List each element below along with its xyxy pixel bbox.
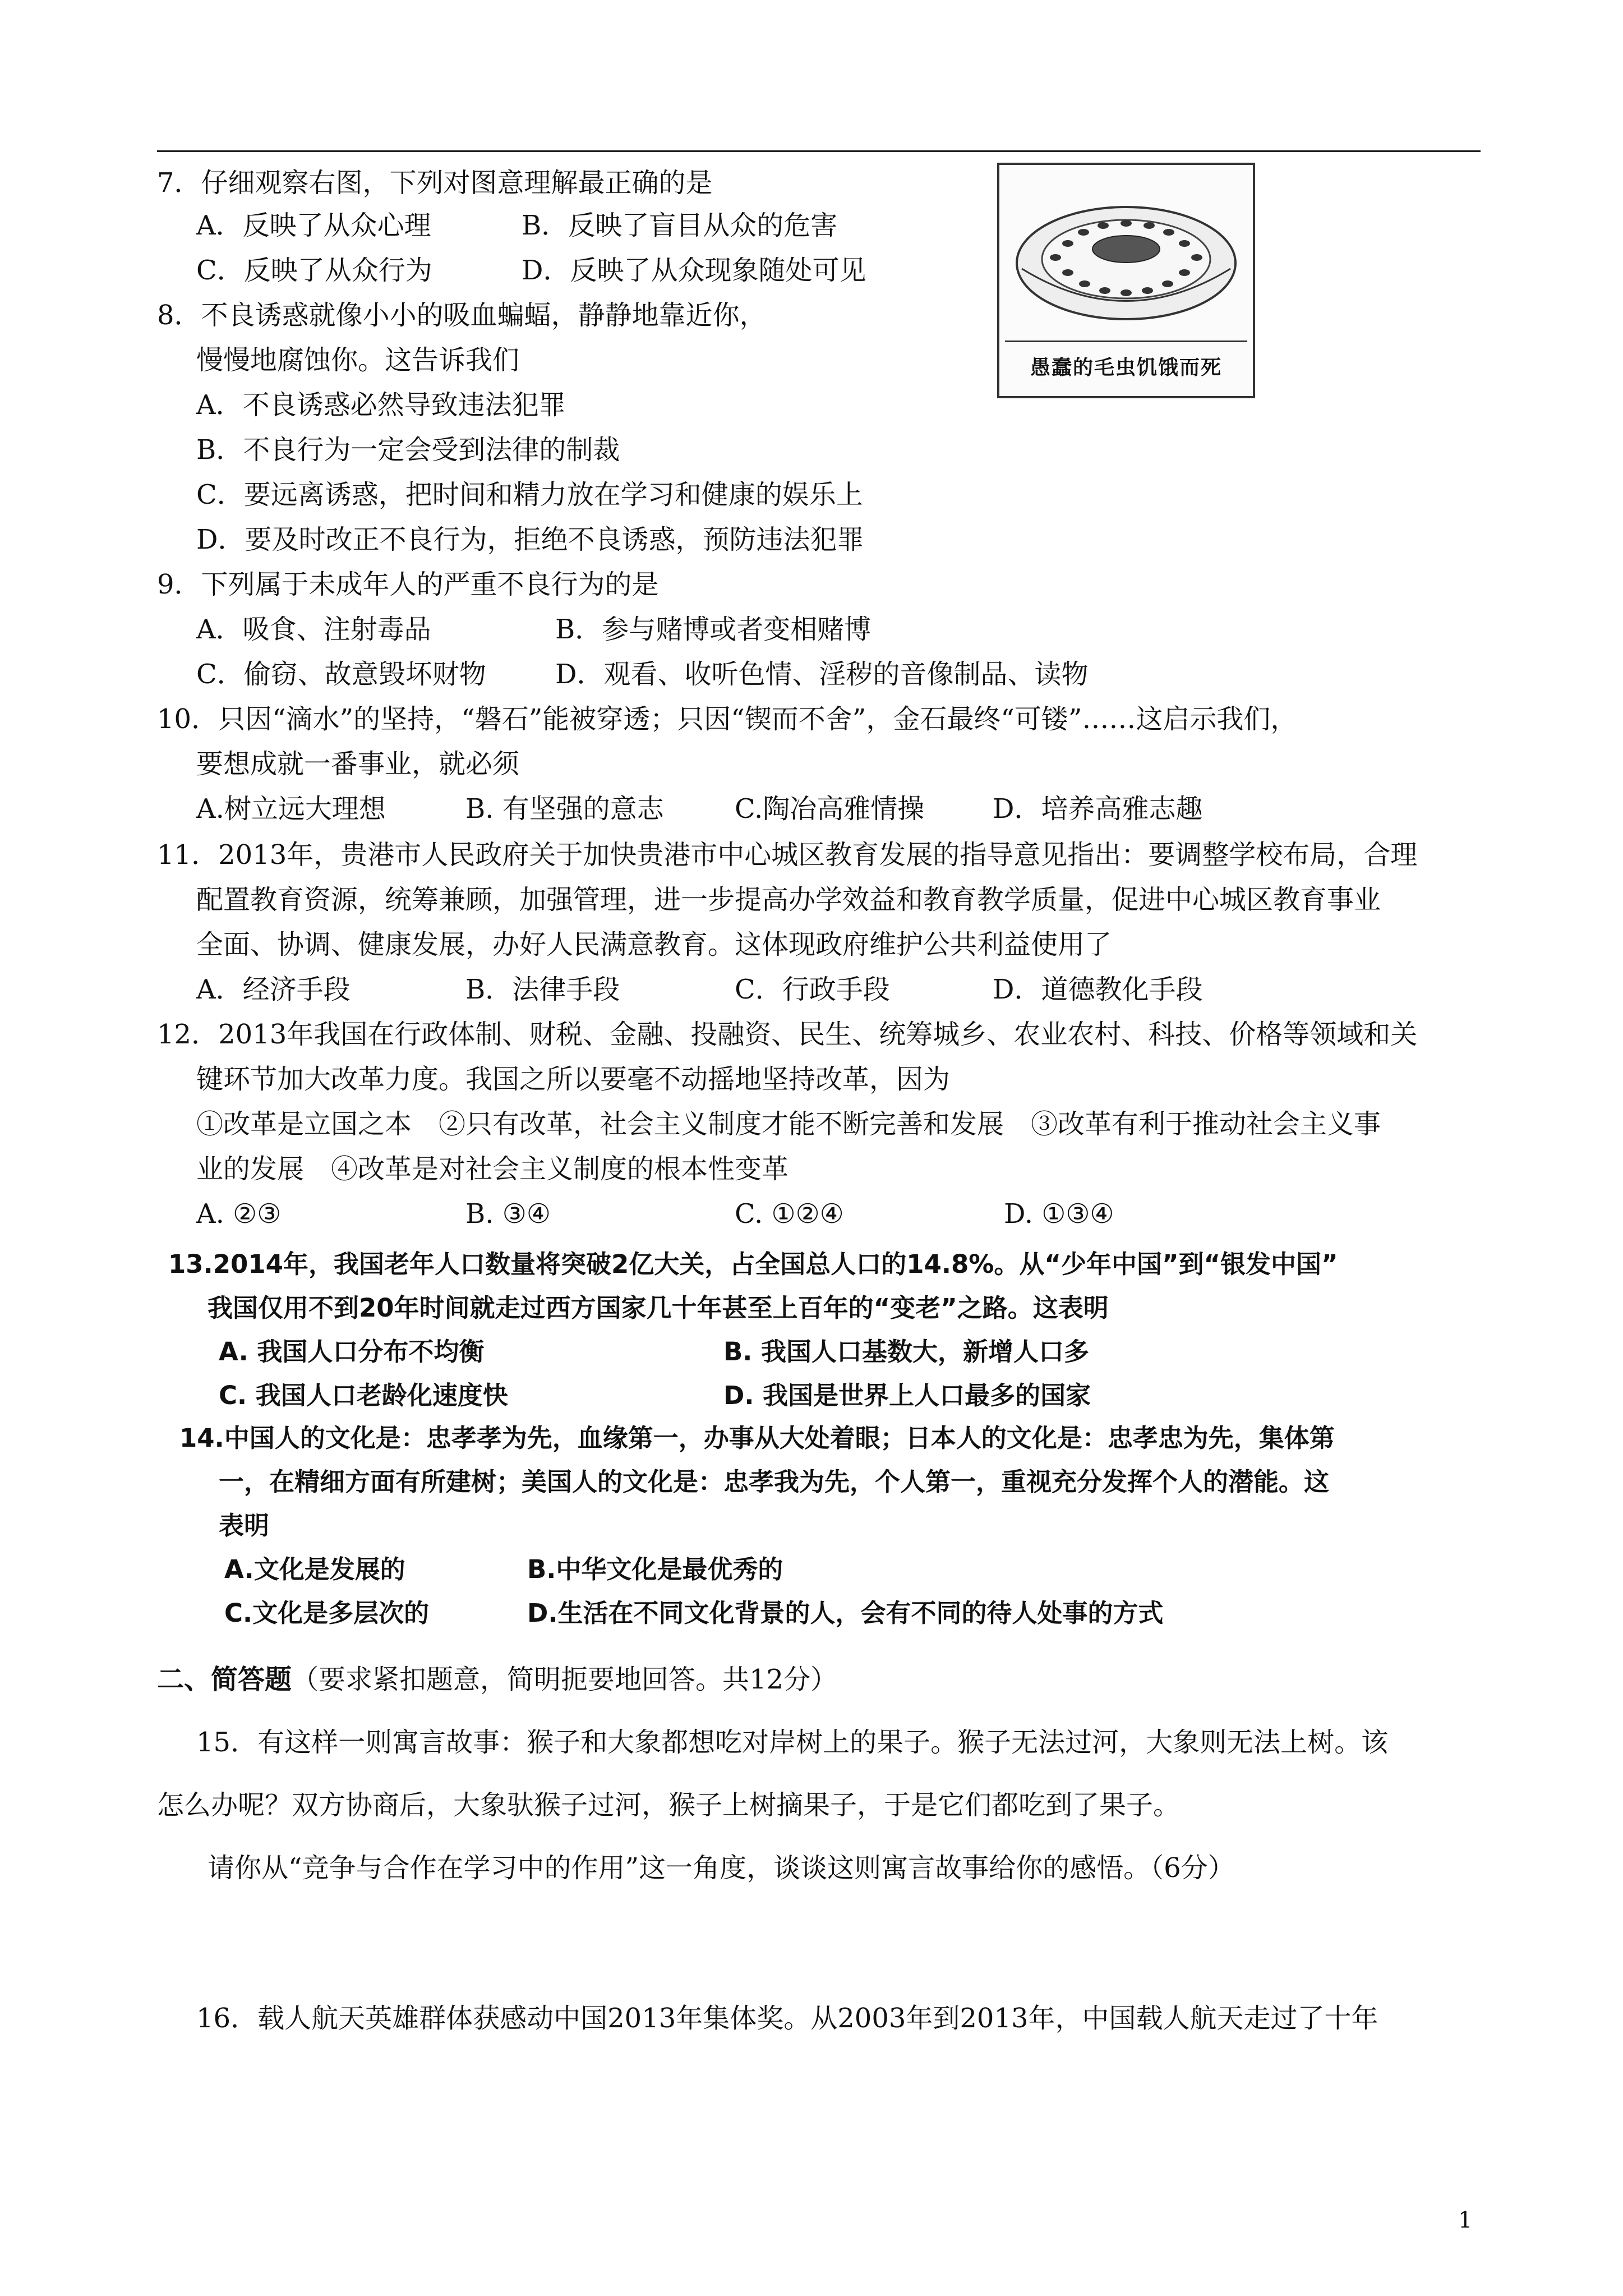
q9-option-a: A．吸食、注射毒品 [196, 614, 431, 645]
q16-line1: 16．载人航天英雄群体获感动中国2013年集体奖。从2003年到2013年，中国载人航天走过了十年 [196, 2003, 1378, 2034]
q13-option-a: A. 我国人口分布不均衡 [219, 1337, 485, 1366]
q14-option-c: C.文化是多层次的 [224, 1598, 430, 1628]
q10-option-b: B. 有坚强的意志 [465, 793, 664, 825]
q7-option-d: D．反映了从众现象随处可见 [522, 255, 866, 286]
q11-stem-line3: 全面、协调、健康发展，办好人民满意教育。这体现政府维护公共利益使用了 [196, 929, 1112, 960]
q11-option-c: C．行政手段 [735, 974, 890, 1005]
q10-option-d: D．培养高雅志趣 [993, 793, 1203, 825]
q8-option-d: D．要及时改正不良行为，拒绝不良诱惑，预防违法犯罪 [196, 524, 864, 555]
q15-line3: 请你从“竞争与合作在学习中的作用”这一角度，谈谈这则寓言故事给你的感悟。（6分） [208, 1852, 1235, 1884]
q14-option-b: B.中华文化是最优秀的 [527, 1554, 783, 1584]
q14-stem-line2: 一，在精细方面有所建树；美国人的文化是：忠孝我为先，个人第一，重视充分发挥个人的潜能。这 [219, 1467, 1330, 1497]
q12-stem-line4: 业的发展 ④改革是对社会主义制度的根本性变革 [196, 1153, 789, 1185]
q10-stem-line2: 要想成就一番事业，就必须 [196, 748, 520, 780]
q14-option-a: A.文化是发展的 [224, 1554, 405, 1584]
q12-option-b: B. ③④ [465, 1198, 551, 1230]
figure-caption: 愚蠢的毛虫饥饿而死 [1005, 341, 1247, 389]
page-number: 1 [1458, 2207, 1473, 2233]
q15-line2: 怎么办呢？双方协商后，大象驮猴子过河，猴子上树摘果子，于是它们都吃到了果子。 [157, 1789, 1181, 1821]
section-2-heading: 二、简答题 [157, 1664, 292, 1695]
q10-option-c: C.陶冶高雅情操 [735, 793, 925, 825]
section-2-note: （要求紧扣题意，简明扼要地回答。共12分） [292, 1664, 838, 1695]
q14-stem-line1: 14.中国人的文化是：忠孝孝为先，血缘第一，办事从大处着眼；日本人的文化是：忠孝忠为先，集体第 [179, 1423, 1335, 1453]
q10-stem-line1: 10．只因“滴水”的坚持，“磐石”能被穿透；只因“锲而不舍”，金石最终“可镂”……这启示我们， [157, 703, 1298, 735]
q9-option-b: B．参与赌博或者变相赌博 [555, 614, 872, 645]
q8-stem-line1: 8．不良诱惑就像小小的吸血蝙蝠，静静地靠近你， [157, 300, 767, 331]
q11-stem-line2: 配置教育资源，统筹兼顾，加强管理，进一步提高办学效益和教育教学质量，促进中心城区教育事业 [196, 884, 1381, 915]
q15-line1: 15．有这样一则寓言故事：猴子和大象都想吃对岸树上的果子。猴子无法过河，大象则无法上树。该 [196, 1727, 1389, 1758]
q14-stem-line3: 表明 [219, 1511, 270, 1540]
q13-stem-line2: 我国仅用不到20年时间就走过西方国家几十年甚至上百年的“变老”之路。这表明 [208, 1293, 1109, 1323]
section-2-title [157, 1663, 837, 1696]
q10-option-a: A.树立远大理想 [196, 793, 386, 825]
q11-option-d: D．道德教化手段 [993, 974, 1203, 1005]
q12-option-c: C. ①②④ [735, 1198, 844, 1230]
q8-option-c: C．要远离诱惑，把时间和精力放在学习和健康的娱乐上 [196, 479, 863, 510]
q12-option-a: A. ②③ [196, 1198, 282, 1230]
q14-option-d: D.生活在不同文化背景的人，会有不同的待人处事的方式 [527, 1598, 1164, 1628]
q13-option-d: D. 我国是世界上人口最多的国家 [723, 1381, 1091, 1410]
q7-option-c: C．反映了从众行为 [196, 255, 432, 286]
q8-stem-line2: 慢慢地腐蚀你。这告诉我们 [196, 344, 520, 376]
q9-option-c: C．偷窃、故意毁坏财物 [196, 659, 486, 690]
q7-option-b: B．反映了盲目从众的危害 [522, 210, 838, 241]
q11-option-b: B．法律手段 [465, 974, 620, 1005]
q11-option-a: A．经济手段 [196, 974, 351, 1005]
q13-option-b: B. 我国人口基数大，新增人口多 [723, 1337, 1090, 1366]
q9-stem: 9．下列属于未成年人的严重不良行为的是 [157, 569, 659, 600]
q7-stem: 7．仔细观察右图，下列对图意理解最正确的是 [157, 167, 713, 199]
q12-stem-line1: 12．2013年我国在行政体制、财税、金融、投融资、民生、统筹城乡、农业农村、科技、价格等领域和关 [157, 1019, 1418, 1050]
q12-stem-line2: 键环节加大改革力度。我国之所以要毫不动摇地坚持改革，因为 [196, 1064, 951, 1095]
cartoon-figure [997, 163, 1255, 398]
q8-option-a: A．不良诱惑必然导致违法犯罪 [196, 389, 566, 421]
q11-stem-line1: 11．2013年，贵港市人民政府关于加快贵港市中心城区教育发展的指导意见指出：要调整学校布局，合理 [157, 839, 1418, 871]
q13-stem-line1: 13.2014年，我国老年人口数量将突破2亿大关，占全国总人口的14.8%。从“少年中国”到“银发中国” [168, 1249, 1338, 1279]
q12-stem-line3: ①改革是立国之本 ②只有改革，社会主义制度才能不断完善和发展 ③改革有利于推动社会主义事 [196, 1108, 1381, 1140]
q8-option-b: B．不良行为一定会受到法律的制裁 [196, 434, 620, 466]
q9-option-d: D．观看、收听色情、淫秽的音像制品、读物 [555, 659, 1089, 690]
q7-option-a: A．反映了从众心理 [196, 210, 431, 241]
q13-option-c: C. 我国人口老龄化速度快 [219, 1381, 508, 1410]
header-rule [157, 150, 1481, 152]
q12-option-d: D. ①③④ [1004, 1198, 1114, 1230]
